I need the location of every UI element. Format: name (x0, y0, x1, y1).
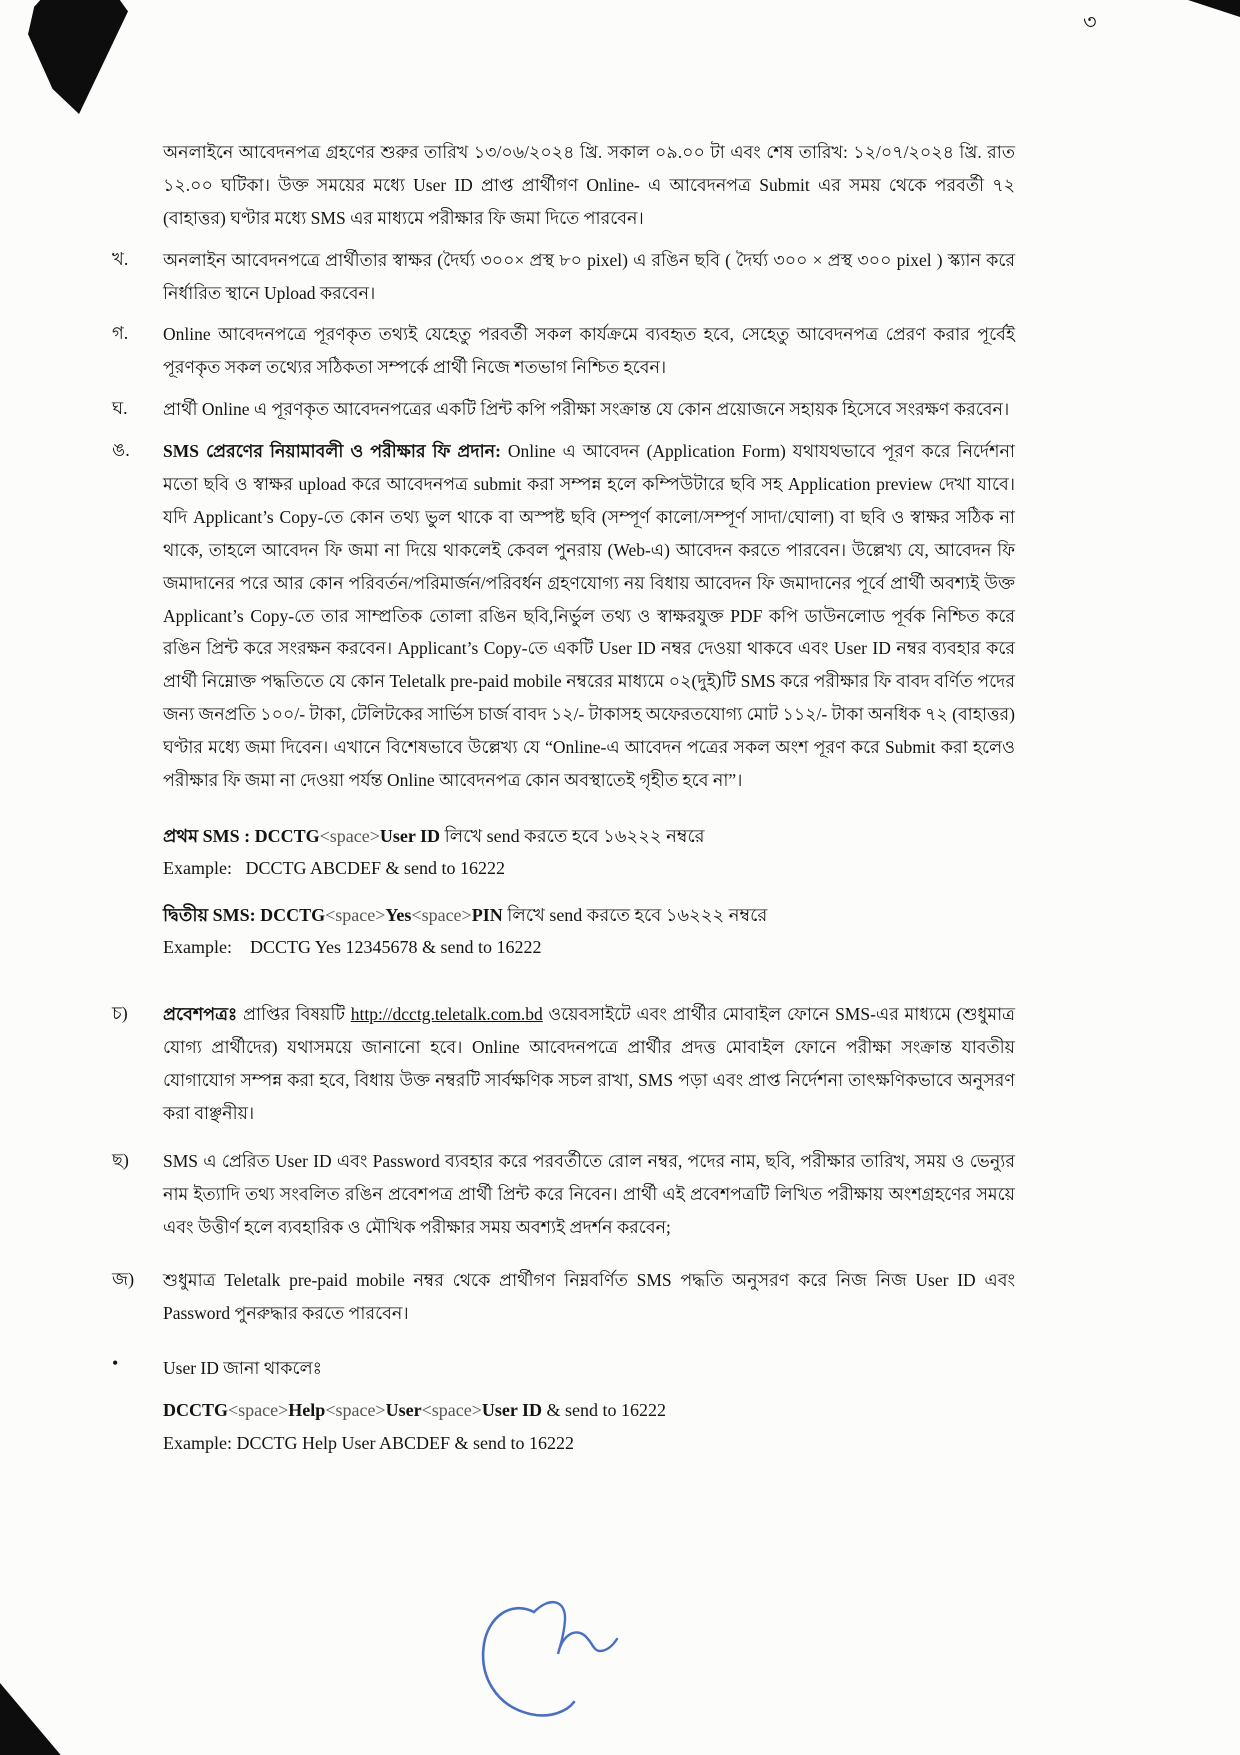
recover-commands (163, 1394, 1015, 1460)
recover-command-line (163, 1394, 1015, 1426)
item-label: ঘ. (112, 398, 128, 419)
paragraph-body: প্রাপ্তির বিষয়টি (237, 1003, 351, 1024)
paragraph-text (163, 435, 1015, 797)
sms-instructions-block (163, 821, 1015, 964)
scan-artifact-top-right (1188, 0, 1240, 17)
item-label: জ) (112, 1269, 135, 1290)
item-kha (112, 244, 1015, 310)
paragraph-text: অনলাইন আবেদনপত্রে প্রার্থীতার স্বাক্ষর (দৈর্ঘ্য ৩০০× প্রস্থ ৮০ pixel) এ রঙিন ছবি ( দৈর্ঘ্য ৩০০ × প্রস্থ ৩০০ pixel ) স্ক্যান করে নির্ধারিত স্থানে Upload করবেন। (163, 249, 1015, 303)
item-cho (112, 998, 1015, 1130)
sms-keyword: DCCTG (254, 825, 320, 846)
sms-keyword: DCCTG (260, 904, 326, 925)
space-token: <space> (421, 1399, 482, 1420)
sms-first-example: Example: DCCTG ABCDEF & send to 16222 (163, 858, 505, 879)
space-token: <space> (325, 1399, 386, 1420)
paragraph-text: শুধুমাত্র Teletalk pre-paid mobile নম্বর থেকে প্রার্থীগণ নিম্নবর্ণিত SMS পদ্ধতি অনুসরণ করে নিজ নিজ User ID এবং Password পুনরুদ্ধার করতে পারবেন। (163, 1270, 1015, 1324)
sms-second-label: দ্বিতীয় SMS: (163, 904, 261, 925)
recover-heading-row (112, 1352, 1015, 1385)
signature-mark (472, 1578, 642, 1728)
item-label-empty (112, 136, 163, 235)
scan-artifact-top-left (26, 0, 128, 114)
item-label: ছ) (112, 1150, 129, 1171)
sms-second-instruction (163, 900, 1015, 932)
spacer (163, 886, 1015, 900)
item-label: খ. (112, 248, 129, 269)
scan-artifact-bottom-left (0, 1675, 66, 1755)
sms-first-instruction (163, 821, 1015, 853)
paragraph-text (163, 998, 1015, 1130)
sms-keyword: User (385, 1399, 422, 1420)
bold-lead: SMS প্রেরণের নিয়ামাবলী ও পরীক্ষার ফি প্রদান: (163, 441, 501, 462)
paragraph-text: প্রার্থী Online এ পূরণকৃত আবেদনপত্রের একটি প্রিন্ট কপি পরীক্ষা সংক্রান্ত যে কোন প্রয়োজনে সহায়ক হিসেবে সংরক্ষণ করবেন। (163, 399, 1010, 420)
paragraph-body: ওয়েবসাইটে এবং প্রার্থীর মোবাইল ফোনে SMS-এর মাধ্যমে (শুধুমাত্র যোগ্য প্রার্থীদের) যথাসময়ে জানানো হবে। Online আবেদনপত্রে প্রার্থীর প্রদত্ত মোবাইল ফোনে পরীক্ষা সংক্রান্ত যাবতীয় যোগাযোগ সম্পন্ন করা হবে, বিধায় উক্ত নম্বরটি সার্বক্ষণিক সচল রাখা, SMS পড়া এবং প্রাপ্ত নির্দেশনা তাৎক্ষণিকভাবে অনুসরণ করা বাঞ্ছনীয়। (163, 1003, 1016, 1123)
sms-keyword: Yes (385, 904, 412, 925)
recover-example: Example: DCCTG Help User ABCDEF & send to 16222 (163, 1433, 574, 1454)
recover-heading: User ID জানা থাকলেঃ (163, 1357, 322, 1378)
space-token: <space> (319, 825, 380, 846)
sms-keyword: DCCTG (163, 1399, 229, 1420)
paragraph-text: SMS এ প্রেরিত User ID এবং Password ব্যবহার করে পরবর্তীতে রোল নম্বর, পদের নাম, ছবি, পরীক্ষার তারিখ, সময় ও ভেন্যুর নাম ইত্যাদি তথ্য সংবলিত রঙিন প্রবেশপত্র প্রার্থী প্রিন্ট করে নিবেন। প্রার্থী এই প্রবেশপত্রটি লিখিত পরীক্ষায় অংশগ্রহণের সময়ে এবং উত্তীর্ণ হলে ব্যবহারিক ও মৌখিক পরীক্ষার সময় অবশ্যই প্রদর্শন করবেন; (163, 1151, 1015, 1238)
item-label: চ) (112, 1002, 128, 1023)
paragraph-text: অনলাইনে আবেদনপত্র গ্রহণের শুরুর তারিখ ১৩/০৬/২০২৪ খ্রি. সকাল ০৯.০০ টা এবং শেষ তারিখ: ১২/০৭/২০২৪ খ্রি. রাত ১২.০০ ঘটিকা। উক্ত সময়ের মধ্যে User ID প্রাপ্ত প্রার্থীগণ Online- এ আবেদনপত্র Submit এর সময় থেকে পরবর্তী ৭২ (বাহাত্তর) ঘণ্টার মধ্যে SMS এর মাধ্যমে পরীক্ষার ফি জমা দিতে পারবেন। (163, 142, 1015, 228)
bold-lead: প্রবেশপত্রঃ (163, 1003, 238, 1024)
item-ungo (112, 435, 1015, 797)
sms-keyword: Help (288, 1399, 326, 1420)
space-token: <space> (228, 1399, 289, 1420)
item-label: গ. (112, 323, 129, 344)
bullet-marker: • (112, 1352, 119, 1373)
page-number: ৩ (1083, 10, 1097, 34)
url-text: http://dcctg.teletalk.com.bd (350, 1003, 543, 1024)
space-token: <space> (325, 904, 386, 925)
recover-userid-block (112, 1352, 1015, 1460)
sms-keyword: User ID (379, 825, 441, 846)
document-body (112, 136, 1015, 1461)
paragraph-intro (112, 136, 1015, 235)
paragraph-text: Online আবেদনপত্রে পূরণকৃত তথ্যই যেহেতু পরবর্তী সকল কার্যক্রমে ব্যবহৃত হবে, সেহেতু আবেদনপত্র প্রেরণ করার পূর্বেই পূরণকৃত সকল তথ্যের সঠিকতা সম্পর্কে প্রার্থী নিজে শতভাগ নিশ্চিত হবেন। (163, 324, 1015, 378)
recover-rest: & send to 16222 (542, 1399, 667, 1420)
item-label: ঙ. (112, 440, 130, 461)
sms-keyword: User ID (481, 1399, 543, 1420)
sms-keyword: PIN (471, 904, 503, 925)
space-token: <space> (411, 904, 472, 925)
sms-first-label: প্রথম SMS : (163, 825, 255, 846)
item-jo (112, 1264, 1015, 1330)
item-ga (112, 318, 1015, 384)
paragraph-body: Online এ আবেদন (Application Form) যথাযথভাবে পূরণ করে নির্দেশনা মতো ছবি ও স্বাক্ষর upload করে আবেদনপত্র submit করা সম্পন্ন হলে কম্পিউটারে ছবি সহ Application preview দেখা যাবে। যদি Applicant’s Copy-তে কোন তথ্য ভুল থাকে বা অস্পষ্ট ছবি (সম্পূর্ণ কালো/সম্পূর্ণ সাদা/ঘোলা) বা ছবি ও স্বাক্ষর সঠিক না থাকে, তাহলে আবেদন ফি জমা না দিয়ে থাকলেই কেবল পুনরায় (Web-এ) আবেদন করতে পারবেন। উল্লেখ্য যে, আবেদন ফি জমাদানের পরে আর কোন পরিবর্তন/পরিমার্জন/পরিবর্ধন গ্রহণযোগ্য নয় বিধায় আবেদন ফি জমাদানের পূর্বে প্রার্থী অবশ্যই উক্ত Applicant’s Copy-তে তার সাম্প্রতিক তোলা রঙিন ছবি,নির্ভুল তথ্য ও স্বাক্ষরযুক্ত PDF কপি ডাউনলোড পূর্বক নিশ্চিত করে রঙিন প্রিন্ট করে সংরক্ষন করবেন। Applicant’s Copy-তে একটি User ID নম্বর দেওয়া থাকবে এবং User ID নম্বর ব্যবহার করে প্রার্থী নিম্নোক্ত পদ্ধতিতে যে কোন Teletalk pre-paid mobile নম্বরের মাধ্যমে ০২(দুই)টি SMS করে পরীক্ষার ফি বাবদ বর্ণিত পদের জন্য জনপ্রতি ১০০/- টাকা, টেলিটকের সার্ভিস চার্জ বাবদ ১২/- টাকাসহ অফেরতযোগ্য মোট ১১২/- টাকা অনধিক ৭২ (বাহাত্তর) ঘণ্টার মধ্যে জমা দিবেন। এখানে বিশেষভাবে উল্লেখ্য যে “Online-এ আবেদন পত্রের সকল অংশ পূরণ করে Submit করা হলেও পরীক্ষার ফি জমা না দেওয়া পর্যন্ত Online আবেদনপত্র কোন অবস্থাতেই গৃহীত হবে না”। (163, 441, 1015, 791)
sms-second-rest: লিখে send করতে হবে ১৬২২২ নম্বরে (502, 904, 768, 925)
item-chho (112, 1145, 1015, 1244)
sms-first-rest: লিখে send করতে হবে ১৬২২২ নম্বরে (440, 825, 705, 846)
sms-second-example: Example: DCCTG Yes 12345678 & send to 16222 (163, 937, 542, 958)
item-gha (112, 393, 1015, 426)
